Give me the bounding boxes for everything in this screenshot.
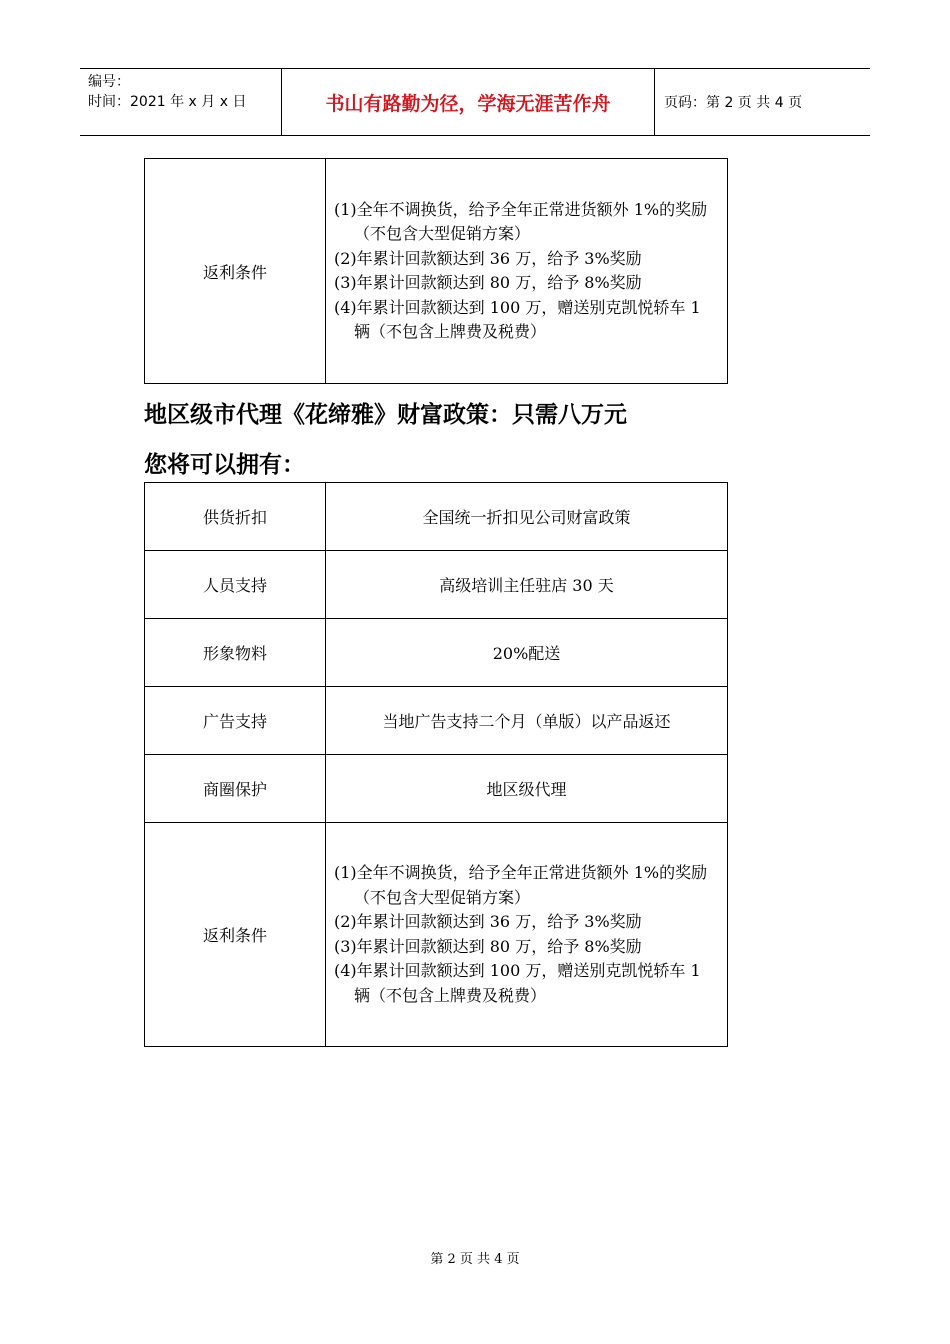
list-item: (1)全年不调换货，给予全年正常进货额外 1%的奖励（不包含大型促销方案）: [334, 863, 708, 907]
section-subheading: 您将可以拥有：: [144, 452, 305, 478]
table-row: [145, 159, 728, 384]
list-item: (3)年累计回款额达到 80 万，给予 8%奖励: [334, 273, 642, 292]
rebate-table-continued: [144, 158, 728, 384]
list-item: (2)年累计回款额达到 36 万，给予 3%奖励: [334, 248, 642, 268]
table-row: [145, 755, 728, 823]
list-item: (4)年累计回款额达到 100 万，赠送别克凯悦轿车 1 辆（不包含上牌费及税费）: [334, 961, 701, 1005]
row-value: 当地广告支持二个月（单版）以产品返还: [326, 687, 728, 755]
list-item: (1)全年不调换货，给予全年正常进货额外 1%的奖励（不包含大型促销方案）: [334, 199, 708, 243]
row-key: 形象物料: [145, 619, 326, 687]
policy-table: [144, 482, 728, 1047]
date-label: 时间：2021 年 x 月 x 日: [88, 94, 247, 110]
page-header: [80, 68, 870, 136]
row-key: 商圈保护: [145, 755, 326, 823]
row-value: 高级培训主任驻店 30 天: [326, 551, 728, 619]
table-row: [145, 619, 728, 687]
list-item: (4)年累计回款额达到 100 万，赠送别克凯悦轿车 1 辆（不包含上牌费及税费）: [334, 297, 701, 341]
serial-label: 编号：: [88, 74, 130, 90]
rebate-label: 返利条件: [145, 823, 326, 1047]
rebate-label: 返利条件: [145, 159, 326, 384]
table-row: [145, 687, 728, 755]
header-motto: 书山有路勤为径，学海无涯苦作舟: [282, 69, 655, 135]
list-item: (3)年累计回款额达到 80 万，给予 8%奖励: [334, 936, 642, 956]
page-footer: 第 2 页 共 4 页: [430, 1252, 520, 1267]
row-key: 供货折扣: [145, 483, 326, 551]
table-row: [145, 823, 728, 1047]
rebate-list: [326, 159, 728, 384]
row-key: 广告支持: [145, 687, 326, 755]
header-meta: [80, 69, 282, 135]
row-key: 人员支持: [145, 551, 326, 619]
table-row: [145, 551, 728, 619]
rebate-list: [326, 823, 728, 1047]
section-heading: 地区级市代理《花缔雅》财富政策：只需八万元: [144, 402, 627, 428]
table-row: [145, 483, 728, 551]
list-item: (2)年累计回款额达到 36 万，给予 3%奖励: [334, 912, 642, 931]
header-page-info: 页码：第 2 页 共 4 页: [664, 95, 803, 111]
row-value: 全国统一折扣见公司财富政策: [326, 483, 728, 551]
row-value: 20%配送: [326, 619, 728, 687]
row-value: 地区级代理: [326, 755, 728, 823]
